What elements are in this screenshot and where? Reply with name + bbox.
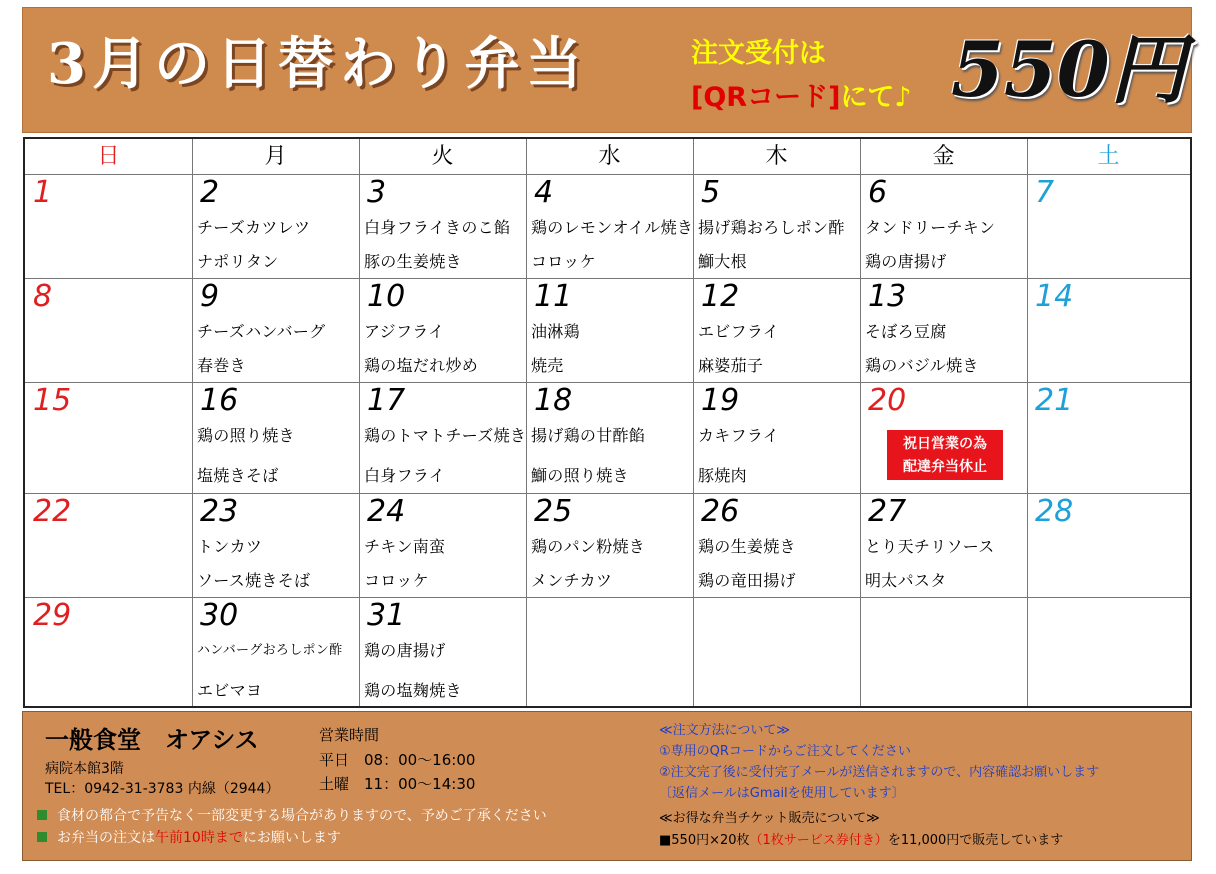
- day-cell: [1027, 278, 1190, 382]
- day-number: 5: [701, 175, 721, 210]
- day-number: 3: [367, 175, 387, 210]
- day-number: 10: [367, 279, 406, 314]
- day-cell: [1027, 382, 1190, 493]
- day-cell: [25, 278, 192, 382]
- day-cell: [693, 278, 860, 382]
- day-number: 11: [534, 279, 573, 314]
- weekday-header-1: 月: [264, 144, 287, 169]
- price-label: 550円: [951, 25, 1186, 114]
- day-number: 1: [33, 175, 53, 210]
- menu-item-side: 塩焼きそば: [197, 466, 279, 485]
- hours-weekday: 平日 08：00～16:00: [319, 751, 476, 769]
- day-cell: [860, 278, 1027, 382]
- day-cell: [359, 382, 526, 493]
- holiday-badge-line: 配達弁当休止: [903, 459, 987, 475]
- day-cell: [693, 493, 860, 597]
- day-cell: [192, 278, 359, 382]
- shop-tel: TEL：0942-31-3783 内線（2944）: [45, 781, 280, 797]
- day-cell: [693, 174, 860, 278]
- menu-item-side: ソース焼きそば: [197, 571, 311, 590]
- day-cell: [25, 382, 192, 493]
- menu-item-main: 揚げ鶏おろしポン酢: [698, 218, 845, 237]
- day-cell: [192, 597, 359, 708]
- day-number: 14: [1035, 279, 1074, 314]
- menu-item-side: 豚の生姜焼き: [364, 252, 462, 271]
- day-cell: [25, 597, 192, 708]
- weekday-header-5: 金: [932, 144, 955, 169]
- day-cell: [860, 174, 1027, 278]
- day-cell: [526, 174, 693, 278]
- holiday-badge-line: 祝日営業の為: [903, 436, 987, 452]
- day-number: 28: [1035, 494, 1074, 529]
- menu-item-side: 鶏の塩だれ炒め: [364, 356, 479, 375]
- menu-item-side: コロッケ: [364, 571, 429, 590]
- day-number: 13: [868, 279, 907, 314]
- ticket-title: ≪お得な弁当チケット販売について≫: [659, 811, 880, 826]
- bullet-square-icon: [37, 810, 47, 820]
- note-order-deadline: お弁当の注文は午前10時までにお願いします: [37, 829, 341, 847]
- day-number: 7: [1035, 175, 1055, 210]
- day-cell: [1027, 174, 1190, 278]
- menu-item-main: チーズカツレツ: [197, 218, 311, 237]
- weekday-header-4: 木: [765, 144, 788, 169]
- day-cell: [526, 493, 693, 597]
- day-number: 20: [868, 383, 907, 418]
- day-number: 26: [701, 494, 740, 529]
- day-cell: [359, 174, 526, 278]
- menu-item-main: チキン南蛮: [364, 537, 446, 556]
- day-cell: [1027, 597, 1190, 708]
- day-cell: [526, 382, 693, 493]
- menu-item-side: 鰤大根: [698, 252, 747, 271]
- day-number: 15: [33, 383, 72, 418]
- menu-item-main: 揚げ鶏の甘酢餡: [531, 426, 646, 445]
- day-number: 9: [200, 279, 220, 314]
- weekday-header-2: 火: [431, 144, 454, 169]
- menu-item-main: トンカツ: [197, 537, 263, 556]
- day-cell: [25, 493, 192, 597]
- order-step-2: ②注文完了後に受付完了メールが送信されますので、内容確認お願いします: [659, 765, 1100, 780]
- day-cell: [359, 493, 526, 597]
- order-notice-suffix: にて♪: [840, 82, 912, 113]
- menu-item-side: ナポリタン: [197, 252, 279, 271]
- hours-title: 営業時間: [319, 726, 380, 744]
- order-step-2-note: 〔返信メールはGmailを使用しています〕: [659, 786, 905, 801]
- order-notice-line1: 注文受付は: [691, 38, 826, 69]
- menu-item-side: 白身フライ: [364, 466, 446, 485]
- shop-name: 一般食堂 オアシス: [45, 726, 259, 754]
- weekday-header-0: 日: [97, 144, 120, 169]
- day-cell: [359, 278, 526, 382]
- day-cell: [192, 493, 359, 597]
- menu-item-side: エビマヨ: [197, 681, 263, 700]
- menu-item-main: 鶏のトマトチーズ焼き: [364, 426, 527, 445]
- menu-item-main: そぼろ豆腐: [865, 322, 947, 341]
- day-number: 29: [33, 598, 72, 633]
- menu-item-main: とり天チリソース: [865, 537, 995, 556]
- day-cell: [192, 382, 359, 493]
- day-number: 8: [33, 279, 53, 314]
- day-number: 22: [33, 494, 72, 529]
- qr-code-label: [QRコード]: [691, 82, 841, 113]
- day-cell: [1027, 493, 1190, 597]
- day-cell: [526, 597, 693, 708]
- shop-location: 病院本館3階: [45, 761, 124, 777]
- menu-item-main: エビフライ: [698, 322, 780, 341]
- menu-item-side: 焼売: [531, 356, 564, 375]
- ticket-offer: ■550円×20枚（1枚サービス券付き）を11,000円で販売しています: [659, 833, 1064, 848]
- day-number: 24: [367, 494, 406, 529]
- day-cell: [860, 493, 1027, 597]
- holiday-closed-badge: [887, 430, 1003, 480]
- weekday-header-3: 水: [598, 144, 621, 169]
- menu-item-main: 鶏の生姜焼き: [698, 537, 796, 556]
- page-title: 3月の日替わり弁当: [47, 31, 588, 97]
- order-step-1: ①専用のQRコードからご注文してください: [659, 744, 911, 759]
- day-cell: [359, 597, 526, 708]
- day-number: 2: [200, 175, 220, 210]
- order-method-title: ≪注文方法について≫: [659, 723, 790, 738]
- day-number: 17: [367, 383, 406, 418]
- day-number: 21: [1035, 383, 1074, 418]
- day-cell: [860, 382, 1027, 493]
- menu-item-side: メンチカツ: [531, 571, 613, 590]
- menu-item-side: 鶏の唐揚げ: [865, 252, 947, 271]
- menu-item-main: 白身フライきのこ餡: [364, 218, 511, 237]
- menu-item-main: カキフライ: [698, 426, 780, 445]
- menu-item-main: タンドリーチキン: [865, 218, 996, 237]
- header-banner: [22, 7, 1192, 133]
- menu-item-side: 麻婆茄子: [698, 356, 764, 375]
- bullet-square-icon: [37, 832, 47, 842]
- menu-item-main: 鶏の照り焼き: [197, 426, 295, 445]
- day-number: 30: [200, 598, 239, 633]
- day-cell: [526, 278, 693, 382]
- day-cell: [693, 597, 860, 708]
- menu-item-side: 明太パスタ: [865, 571, 947, 590]
- day-cell: [25, 174, 192, 278]
- note-menu-change: 食材の都合で予告なく一部変更する場合がありますので、予めご了承ください: [37, 807, 547, 825]
- weekday-header-6: 土: [1097, 144, 1120, 169]
- menu-item-side: 豚焼肉: [698, 466, 747, 485]
- day-number: 4: [534, 175, 554, 210]
- menu-item-main: 油淋鶏: [531, 322, 580, 341]
- day-number: 12: [701, 279, 740, 314]
- menu-item-main: アジフライ: [364, 322, 445, 341]
- day-number: 18: [534, 383, 573, 418]
- menu-item-side: 鶏の竜田揚げ: [698, 571, 796, 590]
- day-cell: [693, 382, 860, 493]
- day-number: 19: [701, 383, 740, 418]
- menu-item-main: チーズハンバーグ: [197, 322, 326, 341]
- footer-info: [22, 711, 1192, 861]
- menu-item-main: 鶏のパン粉焼き: [531, 537, 646, 556]
- menu-item-side: 鰤の照り焼き: [531, 466, 629, 485]
- menu-item-main: 鶏のレモンオイル焼き: [531, 218, 694, 237]
- calendar-grid: [23, 137, 1192, 708]
- day-number: 31: [367, 598, 406, 633]
- day-number: 27: [868, 494, 907, 529]
- day-number: 25: [534, 494, 573, 529]
- menu-item-main: ハンバーグおろしポン酢: [197, 643, 343, 658]
- day-number: 23: [200, 494, 239, 529]
- day-cell: [860, 597, 1027, 708]
- menu-item-side: 鶏のバジル焼き: [865, 356, 979, 375]
- day-cell: [192, 174, 359, 278]
- menu-item-main: 鶏の唐揚げ: [364, 641, 446, 660]
- order-notice-line2: [691, 84, 912, 111]
- hours-saturday: 土曜 11：00～14:30: [319, 775, 476, 793]
- menu-item-side: 鶏の塩麹焼き: [364, 681, 462, 700]
- menu-item-side: 春巻き: [197, 356, 246, 375]
- menu-item-side: コロッケ: [531, 252, 596, 271]
- day-number: 16: [200, 383, 239, 418]
- day-number: 6: [868, 175, 888, 210]
